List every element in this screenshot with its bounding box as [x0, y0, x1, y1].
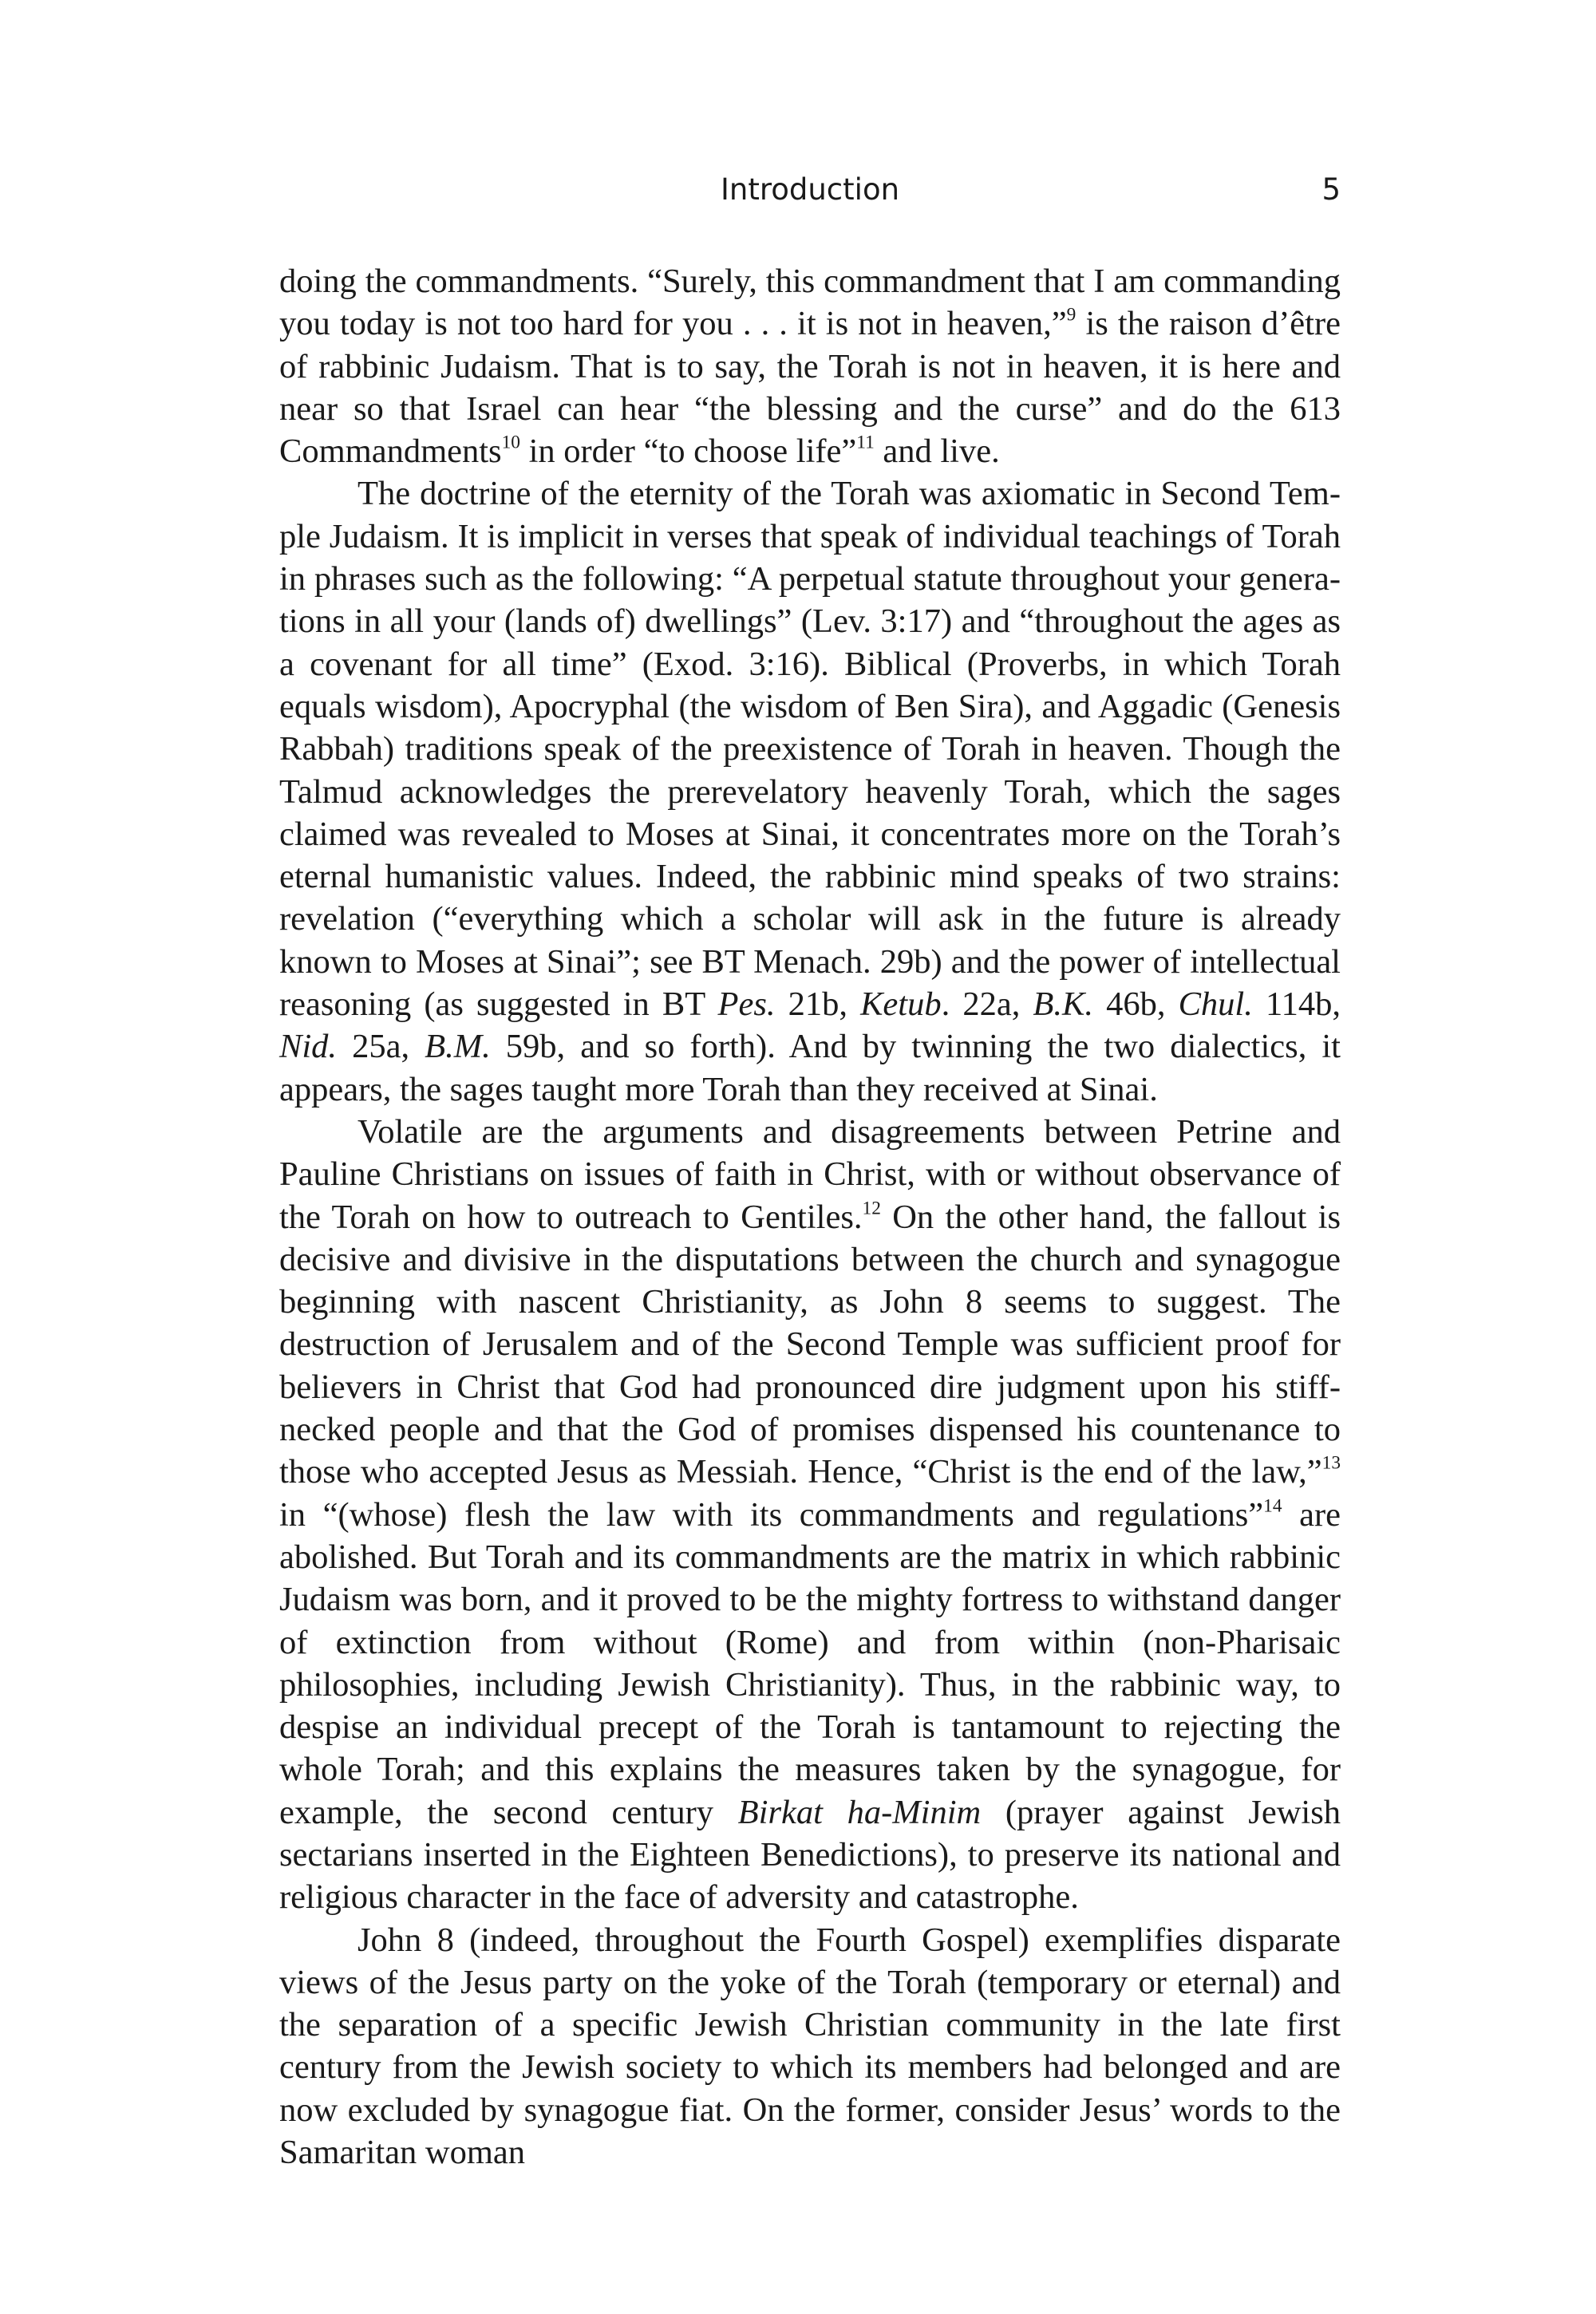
text-run: 21b,: [775, 985, 861, 1024]
text-run: . 22a,: [941, 985, 1033, 1024]
text-run: (prayer against Jewish sectarians inserted in the Eighteen Benedictions), to preserve its national and religious character in the face of adversity and catastrophe.: [279, 1793, 1341, 1917]
paragraph-4: [279, 1919, 1341, 2174]
paragraph-3: [279, 1111, 1341, 1919]
text-run: 114b,: [1252, 985, 1341, 1024]
italic-citation: B.M.: [425, 1028, 491, 1066]
italic-citation: Birkat ha-Minim: [737, 1793, 982, 1831]
italic-citation: Nid.: [279, 1028, 338, 1066]
page-number: 5: [1321, 172, 1341, 207]
text-run: and live.: [874, 432, 1000, 471]
text-run: in order “to choose life”: [519, 432, 857, 471]
text-run: 46b,: [1092, 985, 1179, 1024]
text-run: are abolished. But Torah and its commandments are the matrix in which rabbinic Judaism was born, and it proved to be the mighty fortress to withstand danger of extinction from without (Rome) and from within (non-Pharisaic philosophies, including Jewish Christianity). Thus, in the rabbinic way, to despise an individual precept of the Torah is tantamount to rejecting the whole Torah; and this explains the measures taken by the synagogue, for example, the second century: [279, 1495, 1341, 1831]
footnote-ref: 12: [862, 1198, 881, 1218]
text-run: John 8 (indeed, throughout the Fourth Gospel) exemplifies disparate views of the Jesus party on the yoke of the Torah (temporary or eternal) and the separation of a specific Jewish Christian community in the late first century from the Jewish society to which its members had belonged and are now excluded by synagogue fiat. On the former, consider Jesus’ words to the Samaritan woman: [279, 1921, 1341, 2172]
running-head-title: Introduction: [720, 172, 900, 207]
text-run: is the raison d’être of rabbinic Judaism. That is to say, the Torah is not in heaven, it is here and near so that Israel can hear “the blessing and the curse” and do the 613 Commandments: [279, 305, 1341, 471]
text-run: Volatile are the arguments and disagreements between Petrine and Pauline Christians on issues of faith in Christ, with or without observance of the Torah on how to outreach to Gentiles.: [279, 1112, 1341, 1236]
footnote-ref: 10: [501, 432, 520, 453]
footnote-ref: 13: [1321, 1452, 1341, 1474]
text-run: The doctrine of the eternity of the Torah was axiomatic in Second Temple Judaism. It is implicit in verses that speak of individual teachings of Torah in phrases such as the following: “A perpetual statute throughout your generations in all your (lands of) dwellings” (Lev. 3:17) and “throughout the ages as a covenant for all time” (Exod. 3:16). Biblical (Proverbs, in which Torah equals wisdom), Apocryphal (the wisdom of Ben Sira), and Aggadic (Genesis Rabbah) traditions speak of the preexistence of Torah in heaven. Though the Talmud acknowledges the prerevelatory heavenly Torah, which the sages claimed was revealed to Moses at Sinai, it concentrates more on the Torah’s eternal humanistic values. Indeed, the rabbinic mind speaks of two strains: revelation (“everything which a scholar will ask in the future is already known to Moses at Sinai”; see BT Menach. 29b) and the power of intellectual reasoning (as suggested in BT: [279, 475, 1341, 1024]
running-head: [279, 166, 1341, 214]
italic-citation: Chul.: [1178, 985, 1253, 1024]
footnote-ref: 9: [1066, 304, 1077, 326]
text-run: On the other hand, the fallout is decisive and divisive in the disputations between the church and synagogue beginning with nascent Christianity, as John 8 seems to suggest. The destruction of Jerusalem and of the Second Temple was sufficient proof for believers in Christ that God had pronounced dire judgment upon his stiff-necked people and that the God of promises dispensed his countenance to those who accepted Jesus as Messiah. Hence, “Christ is the end of the law,”: [279, 1198, 1341, 1491]
text-run: doing the commandments. “Surely, this commandment that I am commanding you today is not too hard for you . . . it is not in heaven,”: [279, 263, 1341, 343]
paragraph-2: [279, 472, 1341, 1110]
footnote-ref: 11: [856, 432, 875, 453]
text-run: 25a,: [337, 1028, 425, 1066]
paragraph-1: [279, 260, 1341, 472]
italic-citation: Ketub: [860, 985, 942, 1024]
italic-citation: B.K.: [1033, 985, 1093, 1024]
body-text: [279, 260, 1341, 2174]
italic-citation: Pes.: [717, 985, 776, 1024]
footnote-ref: 14: [1263, 1495, 1282, 1517]
text-run: 59b, and so forth). And by twinning the two dialectics, it appears, the sages taught more Torah than they received at Sinai.: [279, 1028, 1341, 1108]
text-run: in “(whose) flesh the law with its commandments and regulations”: [279, 1495, 1264, 1534]
